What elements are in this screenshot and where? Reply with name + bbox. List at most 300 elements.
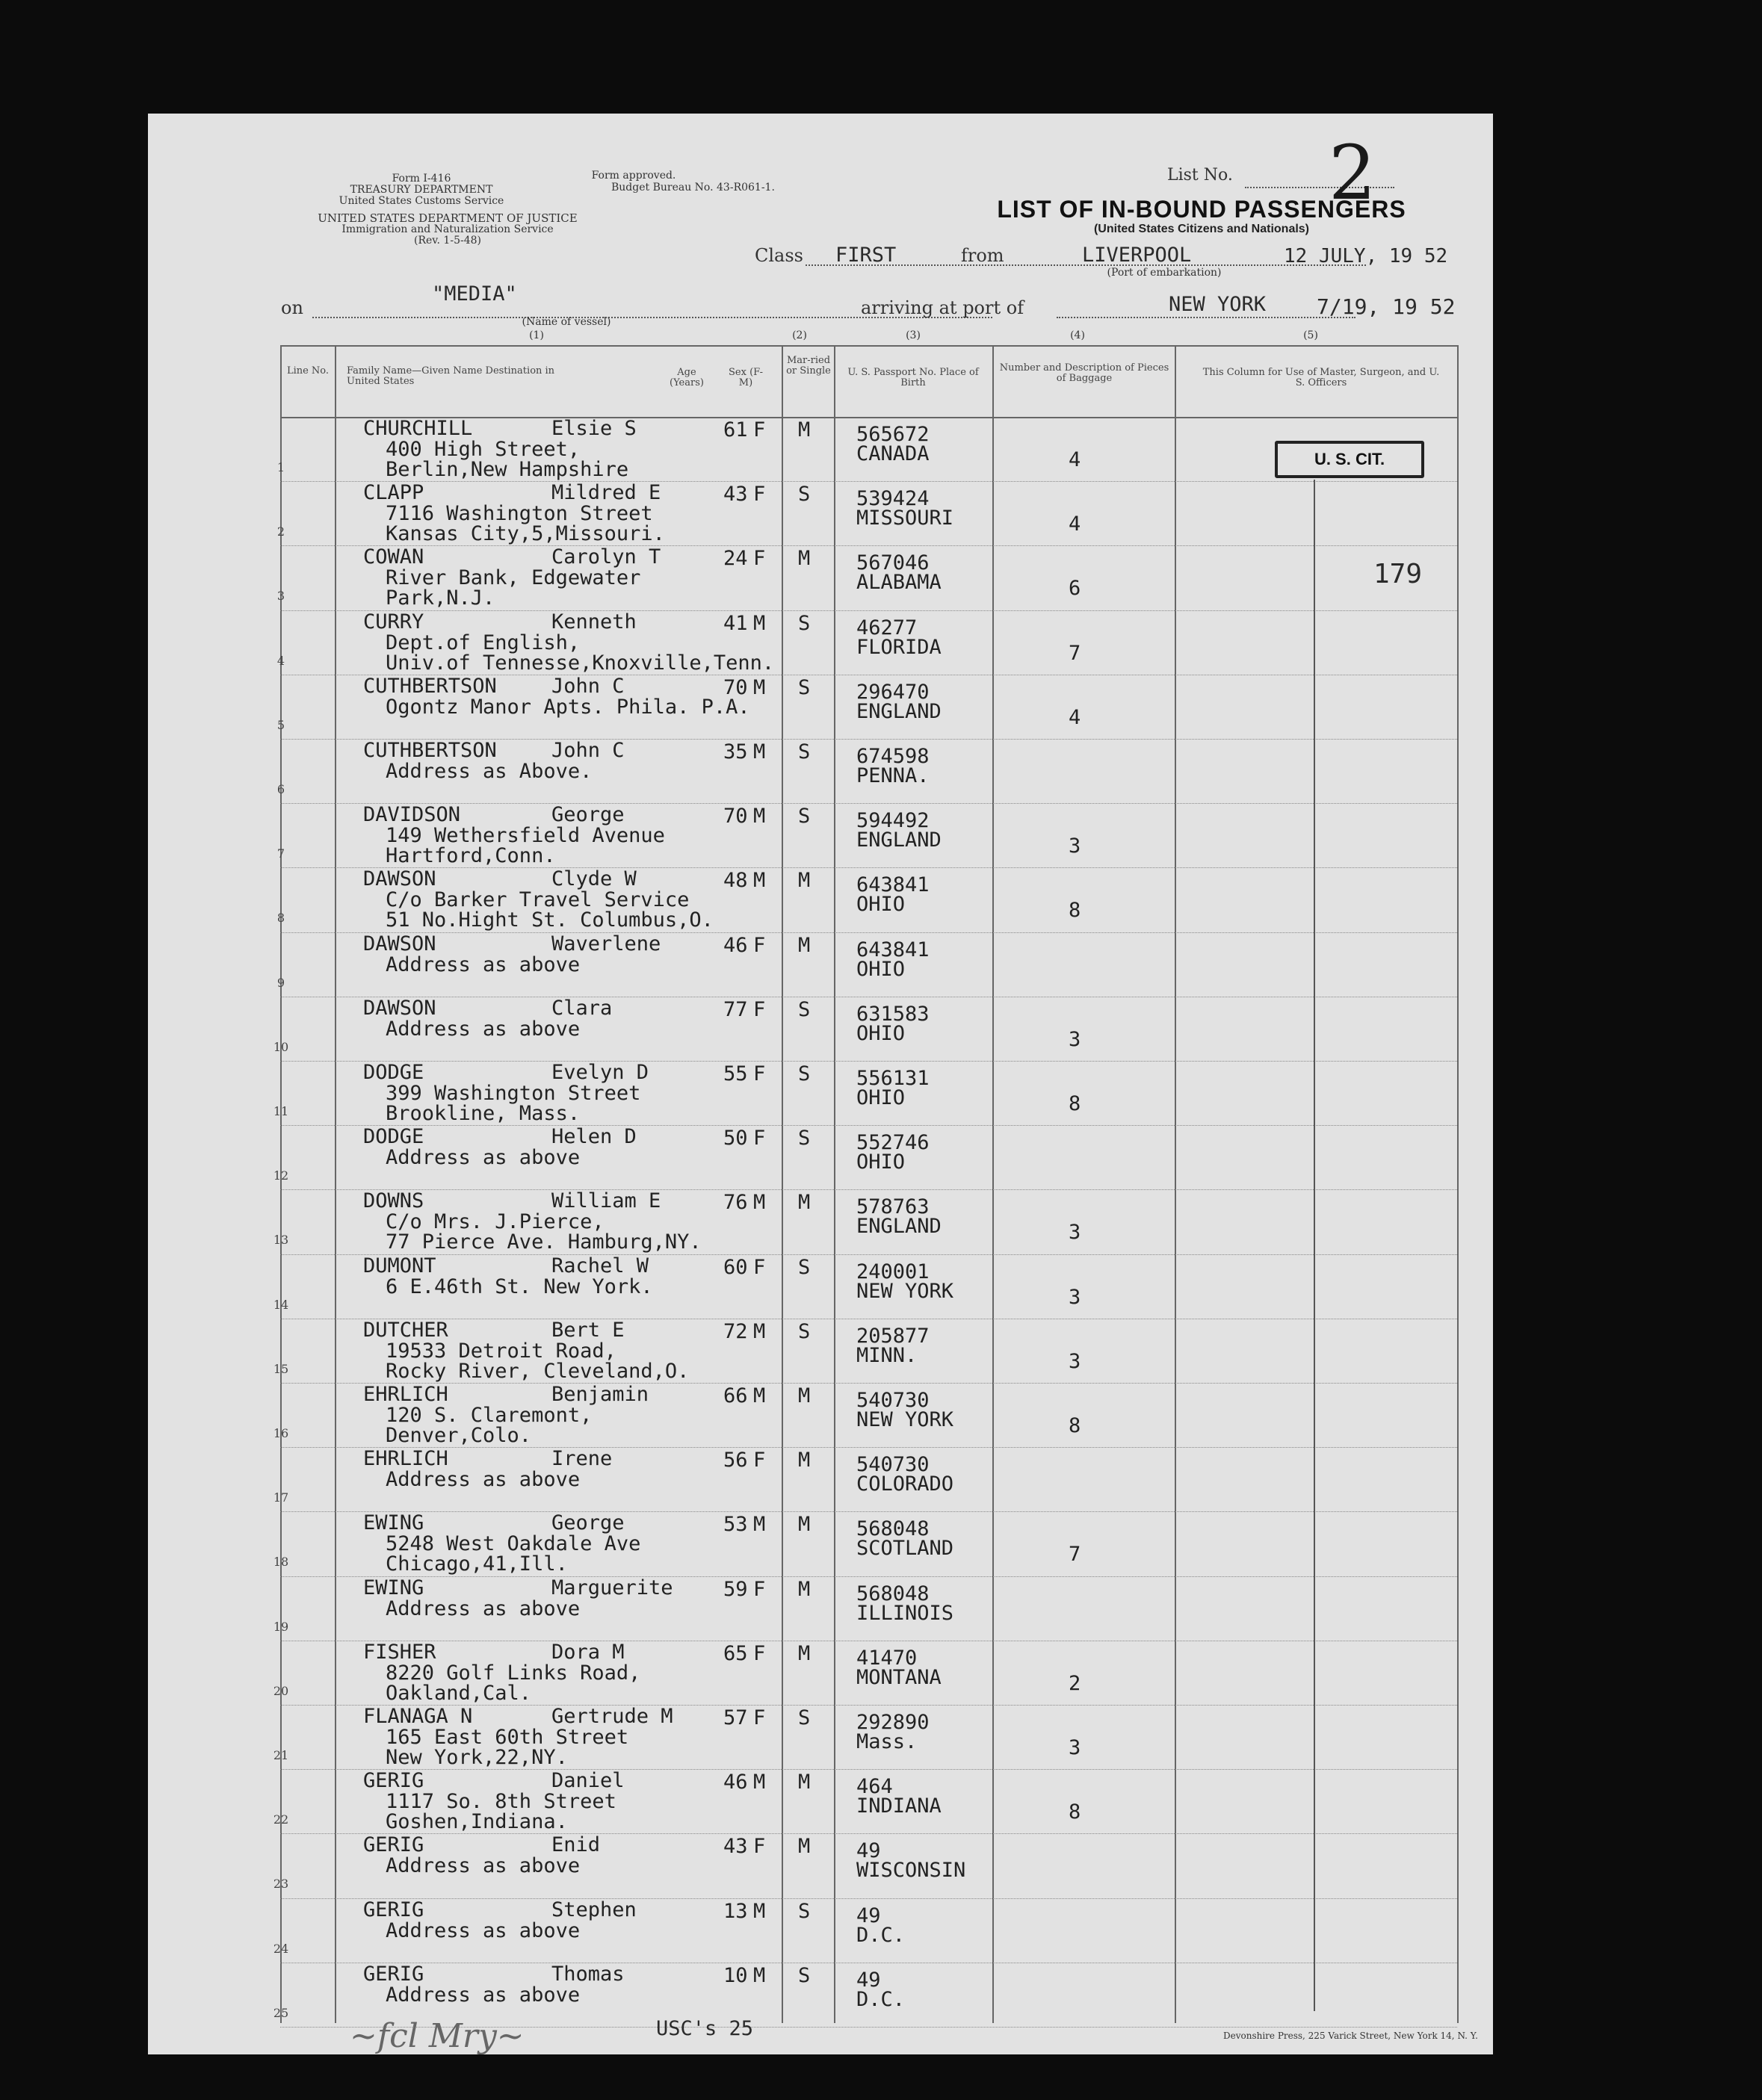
table-row (148, 1833, 1493, 1895)
age: 46 (723, 1771, 748, 1794)
table-row (148, 739, 1493, 800)
birth-place: D.C. (856, 1923, 906, 1947)
family-name: DAWSON (363, 996, 436, 1020)
given-name: William E (551, 1189, 661, 1213)
married-single: M (798, 418, 811, 442)
sex: M (753, 675, 766, 699)
married-single: S (798, 740, 811, 764)
family-name: CURRY (363, 610, 424, 634)
married-single: M (798, 933, 811, 957)
age: 50 (723, 1127, 748, 1150)
family-name: COWAN (363, 545, 424, 569)
given-name: Benjamin (551, 1383, 649, 1406)
baggage-count: 8 (1069, 1800, 1081, 1824)
family-name: DOWNS (363, 1189, 424, 1213)
table-row (148, 1769, 1493, 1834)
col-header-baggage: Number and Description of Pieces of Baggage (999, 362, 1169, 384)
baggage-count: 3 (1069, 1349, 1081, 1373)
stamp-ditto-line (1314, 480, 1315, 2011)
col-num-2: (2) (792, 329, 807, 341)
age: 55 (723, 1062, 748, 1085)
destination-address: Dept.of English, Univ.of Tennesse,Knoxville,Tenn. (386, 631, 775, 675)
given-name: Marguerite (551, 1576, 673, 1599)
destination-address: 7116 Washington Street Kansas City,5,Missouri. (386, 502, 665, 546)
family-name: GERIG (363, 1898, 424, 1921)
baggage-count: 7 (1069, 1543, 1081, 1567)
destination-address: Address as above (386, 1596, 581, 1620)
given-name: Daniel (551, 1769, 625, 1793)
table-row (148, 1576, 1493, 1638)
given-name: Dora M (551, 1640, 625, 1664)
married-single: M (798, 1835, 811, 1859)
line-number: 19 (273, 1619, 289, 1634)
birth-place: ILLINOIS (856, 1601, 954, 1625)
family-name: CUTHBERTSON (363, 739, 497, 762)
birth-place: NEW YORK (856, 1408, 954, 1431)
given-name: John C (551, 674, 625, 698)
family-name: EWING (363, 1511, 424, 1535)
married-single: M (798, 1449, 811, 1472)
printer-imprint: Devonshire Press, 225 Varick Street, New York 14, N. Y. (1222, 2031, 1478, 2041)
table-row (148, 1383, 1493, 1447)
table-row (148, 610, 1493, 675)
sex: F (753, 1127, 766, 1150)
line-number: 21 (273, 1748, 289, 1762)
sex: M (753, 1899, 766, 1923)
destination-address: Address as above (386, 1918, 581, 1942)
given-name: Helen D (551, 1125, 637, 1149)
age: 56 (723, 1449, 748, 1472)
given-name: Clara (551, 996, 613, 1020)
birth-place: NEW YORK (856, 1279, 954, 1303)
given-name: Stephen (551, 1898, 637, 1921)
line-number: 10 (273, 1039, 289, 1054)
sex: M (753, 1513, 766, 1537)
birth-place: OHIO (856, 957, 906, 981)
line-number: 16 (273, 1426, 289, 1440)
sex: F (753, 997, 766, 1021)
sex: F (753, 547, 766, 571)
sex: M (753, 740, 766, 764)
age: 60 (723, 1255, 748, 1279)
family-name: CHURCHILL (363, 417, 473, 440)
line-number: 23 (273, 1877, 289, 1892)
sex: M (753, 1384, 766, 1407)
page-title: LIST OF IN-BOUND PASSENGERS (997, 196, 1406, 223)
birth-place: D.C. (856, 1987, 906, 2011)
destination-address: Address as Above. (386, 760, 593, 783)
col-num-1: (1) (529, 329, 544, 341)
list-no-value: 2 (1329, 129, 1376, 217)
table-row (148, 1447, 1493, 1508)
destination-address: 399 Washington Street Brookline, Mass. (386, 1082, 641, 1125)
destination-address: 149 Wethersfield Avenue Hartford,Conn. (386, 824, 665, 868)
family-name: DAVIDSON (363, 803, 461, 827)
passport-number: 674598 (856, 745, 930, 768)
sex: F (753, 1255, 766, 1279)
age: 43 (723, 483, 748, 507)
from-value: LIVERPOOL (1082, 244, 1192, 267)
form-number: Form I-416 (392, 173, 451, 185)
line-number: 25 (273, 2005, 289, 2020)
sex: M (753, 1963, 766, 1987)
destination-address: 165 East 60th Street New York,22,NY. (386, 1726, 629, 1769)
age: 70 (723, 805, 748, 828)
given-name: George (551, 803, 625, 827)
table-row (148, 867, 1493, 932)
table-row (148, 932, 1493, 994)
sex: F (753, 1577, 766, 1601)
passport-number: 41470 (856, 1646, 918, 1670)
birth-place: ENGLAND (856, 1215, 942, 1239)
baggage-count: 8 (1069, 1092, 1081, 1115)
passport-number: 568048 (856, 1517, 930, 1541)
class-label: Class (755, 245, 803, 266)
age: 77 (723, 997, 748, 1021)
age: 43 (723, 1835, 748, 1859)
baggage-count: 2 (1069, 1671, 1081, 1695)
baggage-count: 4 (1069, 512, 1081, 536)
married-single: S (798, 997, 811, 1021)
given-name: Enid (551, 1833, 601, 1857)
age: 57 (723, 1706, 748, 1729)
sex: F (753, 1062, 766, 1085)
sex: M (753, 1771, 766, 1794)
table-row (148, 997, 1493, 1058)
passport-number: 552746 (856, 1131, 930, 1155)
line-number: 11 (273, 1104, 289, 1118)
table-row (148, 1705, 1493, 1769)
age: 48 (723, 869, 748, 893)
line-number: 15 (273, 1361, 289, 1376)
age: 72 (723, 1319, 748, 1343)
sex: M (753, 1191, 766, 1215)
given-name: Rachel W (551, 1254, 649, 1277)
birth-place: CANADA (856, 442, 930, 465)
vessel-name: "MEDIA" (432, 282, 517, 306)
line-number: 18 (273, 1555, 289, 1570)
given-name: Gertrude M (551, 1705, 673, 1728)
list-no-label: List No. (1167, 166, 1233, 185)
side-note: 179 (1373, 559, 1423, 589)
birth-place: WISCONSIN (856, 1859, 966, 1883)
sex: F (753, 1641, 766, 1665)
destination-address: C/o Barker Travel Service 51 No.Hight St. Columbus,O. (386, 888, 714, 932)
family-name: DAWSON (363, 867, 436, 891)
sex: F (753, 483, 766, 507)
destination-address: Address as above (386, 1854, 581, 1878)
age: 24 (723, 547, 748, 571)
table-row (148, 1254, 1493, 1316)
line-number: 4 (276, 653, 285, 668)
age: 65 (723, 1641, 748, 1665)
birth-place: ALABAMA (856, 571, 942, 595)
col-header-line: Line No. (286, 365, 330, 377)
baggage-count: 6 (1069, 577, 1081, 601)
family-name: CLAPP (363, 481, 424, 505)
col-num-5: (5) (1303, 329, 1318, 341)
ins-title: Immigration and Naturalization Service (341, 223, 554, 235)
line-number: 3 (276, 589, 285, 604)
given-name: Evelyn D (551, 1061, 649, 1084)
table-row (148, 481, 1493, 546)
sex: M (753, 611, 766, 635)
sex: F (753, 1706, 766, 1729)
page-subtitle: (United States Citizens and Nationals) (1093, 223, 1310, 235)
col-header-officers: This Column for Use of Master, Surgeon, and U. S. Officers (1202, 367, 1440, 388)
birth-place: MONTANA (856, 1665, 942, 1689)
married-single: S (798, 611, 811, 635)
birth-place: OHIO (856, 893, 906, 917)
given-name: Elsie S (551, 417, 637, 440)
line-number: 13 (273, 1233, 289, 1248)
baggage-count: 4 (1069, 705, 1081, 729)
passport-number: 464 (856, 1775, 893, 1799)
birth-place: PENNA. (856, 764, 930, 787)
line-number: 7 (276, 846, 285, 861)
age: 66 (723, 1384, 748, 1407)
birth-place: INDIANA (856, 1794, 942, 1818)
passport-number: 240001 (856, 1260, 930, 1283)
family-name: DAWSON (363, 932, 436, 955)
us-cit-stamp: U. S. CIT. (1275, 441, 1424, 478)
given-name: Irene (551, 1447, 613, 1471)
birth-place: SCOTLAND (856, 1537, 954, 1561)
port-embark-label: (Port of embarkation) (1107, 267, 1222, 279)
destination-address: Address as above (386, 1983, 581, 2007)
on-label: on (281, 297, 303, 318)
destination-address: 1117 So. 8th Street Goshen,Indiana. (386, 1790, 616, 1834)
given-name: George (551, 1511, 625, 1535)
passport-number: 539424 (856, 487, 930, 511)
age: 70 (723, 675, 748, 699)
rev-date: (Rev. 1-5-48) (414, 235, 481, 247)
line-number: 2 (276, 524, 285, 539)
line-number: 12 (273, 1168, 289, 1183)
line-number: 1 (276, 460, 285, 474)
baggage-count: 3 (1069, 1736, 1081, 1759)
class-value: FIRST (835, 244, 897, 267)
arrival-port: NEW YORK (1169, 293, 1267, 316)
age: 35 (723, 740, 748, 764)
vessel-label: (Name of vessel) (522, 316, 611, 328)
sex: M (753, 869, 766, 893)
table-row (148, 1898, 1493, 1960)
married-single: S (798, 1319, 811, 1343)
married-single: S (798, 1062, 811, 1085)
married-single: S (798, 1255, 811, 1279)
table-row (148, 1125, 1493, 1186)
married-single: S (798, 1899, 811, 1923)
arriving-label: arriving at port of (861, 297, 1024, 318)
destination-address: River Bank, Edgewater Park,N.J. (386, 566, 641, 610)
married-single: M (798, 1641, 811, 1665)
sex: M (753, 1319, 766, 1343)
sex: F (753, 1449, 766, 1472)
family-name: DODGE (363, 1125, 424, 1149)
family-name: DODGE (363, 1061, 424, 1084)
line-number: 8 (276, 911, 285, 926)
table-row (148, 1318, 1493, 1383)
passport-number: 643841 (856, 873, 930, 897)
passport-number: 49 (856, 1968, 881, 1992)
col-header-name: Family Name—Given Name Destination in United States (347, 365, 555, 387)
passport-number: 296470 (856, 680, 930, 704)
age: 53 (723, 1513, 748, 1537)
line-number: 6 (276, 782, 285, 796)
family-name: DUTCHER (363, 1318, 448, 1342)
given-name: Carolyn T (551, 545, 661, 569)
family-name: GERIG (363, 1769, 424, 1793)
table-row (148, 803, 1493, 868)
destination-address: 5248 West Oakdale Ave Chicago,41,Ill. (386, 1532, 641, 1576)
line-number: 17 (273, 1490, 289, 1505)
married-single: S (798, 1963, 811, 1987)
given-name: Bert E (551, 1318, 625, 1342)
married-single: S (798, 1127, 811, 1150)
sex: F (753, 1835, 766, 1859)
passport-number: 594492 (856, 809, 930, 833)
given-name: Mildred E (551, 481, 661, 505)
footer-usc-count: USC's 25 (656, 2017, 754, 2040)
passport-number: 205877 (856, 1324, 930, 1348)
birth-place: FLORIDA (856, 635, 942, 659)
passport-number: 578763 (856, 1195, 930, 1219)
age: 59 (723, 1577, 748, 1601)
passport-number: 540730 (856, 1453, 930, 1477)
married-single: S (798, 483, 811, 507)
baggage-count: 3 (1069, 1221, 1081, 1245)
birth-place: OHIO (856, 1021, 906, 1045)
destination-address: Address as above (386, 953, 581, 976)
married-single: M (798, 1771, 811, 1794)
destination-address: Ogontz Manor Apts. Phila. P.A. (386, 695, 750, 719)
family-name: EHRLICH (363, 1447, 448, 1471)
married-single: M (798, 1513, 811, 1537)
family-name: DUMONT (363, 1254, 436, 1277)
line-number: 24 (273, 1941, 289, 1956)
age: 13 (723, 1899, 748, 1923)
passport-number: 631583 (856, 1002, 930, 1026)
married-single: S (798, 1706, 811, 1729)
sex: M (753, 805, 766, 828)
col-num-3: (3) (906, 329, 921, 341)
birth-place: ENGLAND (856, 699, 942, 723)
destination-address: 400 High Street, Berlin,New Hampshire (386, 438, 629, 481)
table-row (148, 1061, 1493, 1125)
destination-address: 19533 Detroit Road, Rocky River, Cleveland,O. (386, 1339, 690, 1383)
passport-number: 567046 (856, 551, 930, 575)
baggage-count: 8 (1069, 1414, 1081, 1437)
given-name: Thomas (551, 1962, 625, 1986)
given-name: Waverlene (551, 932, 661, 955)
line-number: 20 (273, 1683, 289, 1698)
baggage-count: 7 (1069, 641, 1081, 665)
destination-address: C/o Mrs. J.Pierce, 77 Pierce Ave. Hamburg,NY. (386, 1210, 702, 1254)
signature: ~fcl Mry~ (350, 2017, 525, 2055)
destination-address: Address as above (386, 1468, 581, 1492)
col-header-married: Mar-ried or Single (786, 355, 831, 377)
family-name: GERIG (363, 1962, 424, 1986)
birth-place: MISSOURI (856, 507, 954, 530)
birth-place: ENGLAND (856, 828, 942, 852)
married-single: M (798, 869, 811, 893)
age: 76 (723, 1191, 748, 1215)
birth-place: OHIO (856, 1150, 906, 1174)
from-label: from (961, 245, 1004, 266)
col-header-passport: U. S. Passport No. Place of Birth (847, 367, 979, 388)
birth-place: COLORADO (856, 1472, 954, 1496)
passport-number: 292890 (856, 1711, 930, 1734)
age: 41 (723, 611, 748, 635)
table-row (148, 1963, 1493, 2024)
given-name: John C (551, 739, 625, 762)
table-row (148, 675, 1493, 736)
manifest-sheet (148, 114, 1493, 2054)
arrival-date: 7/19, 19 52 (1317, 294, 1456, 319)
passport-number: 568048 (856, 1582, 930, 1605)
family-name: EWING (363, 1576, 424, 1599)
married-single: M (798, 1577, 811, 1601)
embark-date: 12 JULY, 19 52 (1284, 245, 1448, 267)
baggage-count: 3 (1069, 834, 1081, 858)
passport-number: 46277 (856, 616, 918, 639)
passport-number: 49 (856, 1904, 881, 1927)
family-name: FISHER (363, 1640, 436, 1664)
given-name: Kenneth (551, 610, 637, 634)
married-single: M (798, 547, 811, 571)
col-header-sex: Sex (F-M) (729, 367, 763, 388)
budget-bureau: Budget Bureau No. 43-R061-1. (611, 182, 775, 193)
passport-number: 556131 (856, 1067, 930, 1090)
birth-place: Mass. (856, 1730, 918, 1753)
treasury-dept: TREASURY DEPARTMENT (350, 184, 493, 196)
form-approved: Form approved. (591, 170, 676, 182)
line-number: 14 (273, 1297, 289, 1312)
baggage-count: 3 (1069, 1285, 1081, 1309)
family-name: EHRLICH (363, 1383, 448, 1406)
sex: F (753, 933, 766, 957)
col-num-4: (4) (1070, 329, 1085, 341)
age: 61 (723, 418, 748, 442)
sex: F (753, 418, 766, 442)
col-header-age: Age (Years) (670, 367, 704, 388)
passport-number: 565672 (856, 423, 930, 446)
baggage-count: 3 (1069, 1027, 1081, 1051)
baggage-count: 8 (1069, 899, 1081, 923)
destination-address: 8220 Golf Links Road, Oakland,Cal. (386, 1661, 641, 1705)
married-single: M (798, 1384, 811, 1407)
passport-number: 49 (856, 1839, 881, 1863)
baggage-count: 4 (1069, 448, 1081, 471)
line-number: 9 (276, 975, 285, 990)
given-name: Clyde W (551, 867, 637, 891)
table-row (148, 1189, 1493, 1254)
doj-title: UNITED STATES DEPARTMENT OF JUSTICE (318, 211, 578, 225)
married-single: S (798, 805, 811, 828)
customs-service: United States Customs Service (339, 195, 504, 207)
table-row (148, 1640, 1493, 1705)
family-name: GERIG (363, 1833, 424, 1857)
age: 46 (723, 933, 748, 957)
arrival-line (1057, 317, 1355, 318)
destination-address: 120 S. Claremont, Denver,Colo. (386, 1404, 593, 1447)
line-number: 5 (276, 717, 285, 732)
birth-place: OHIO (856, 1086, 906, 1109)
destination-address: 6 E.46th St. New York. (386, 1274, 653, 1298)
family-name: CUTHBERTSON (363, 674, 497, 698)
family-name: FLANAGA N (363, 1705, 473, 1728)
